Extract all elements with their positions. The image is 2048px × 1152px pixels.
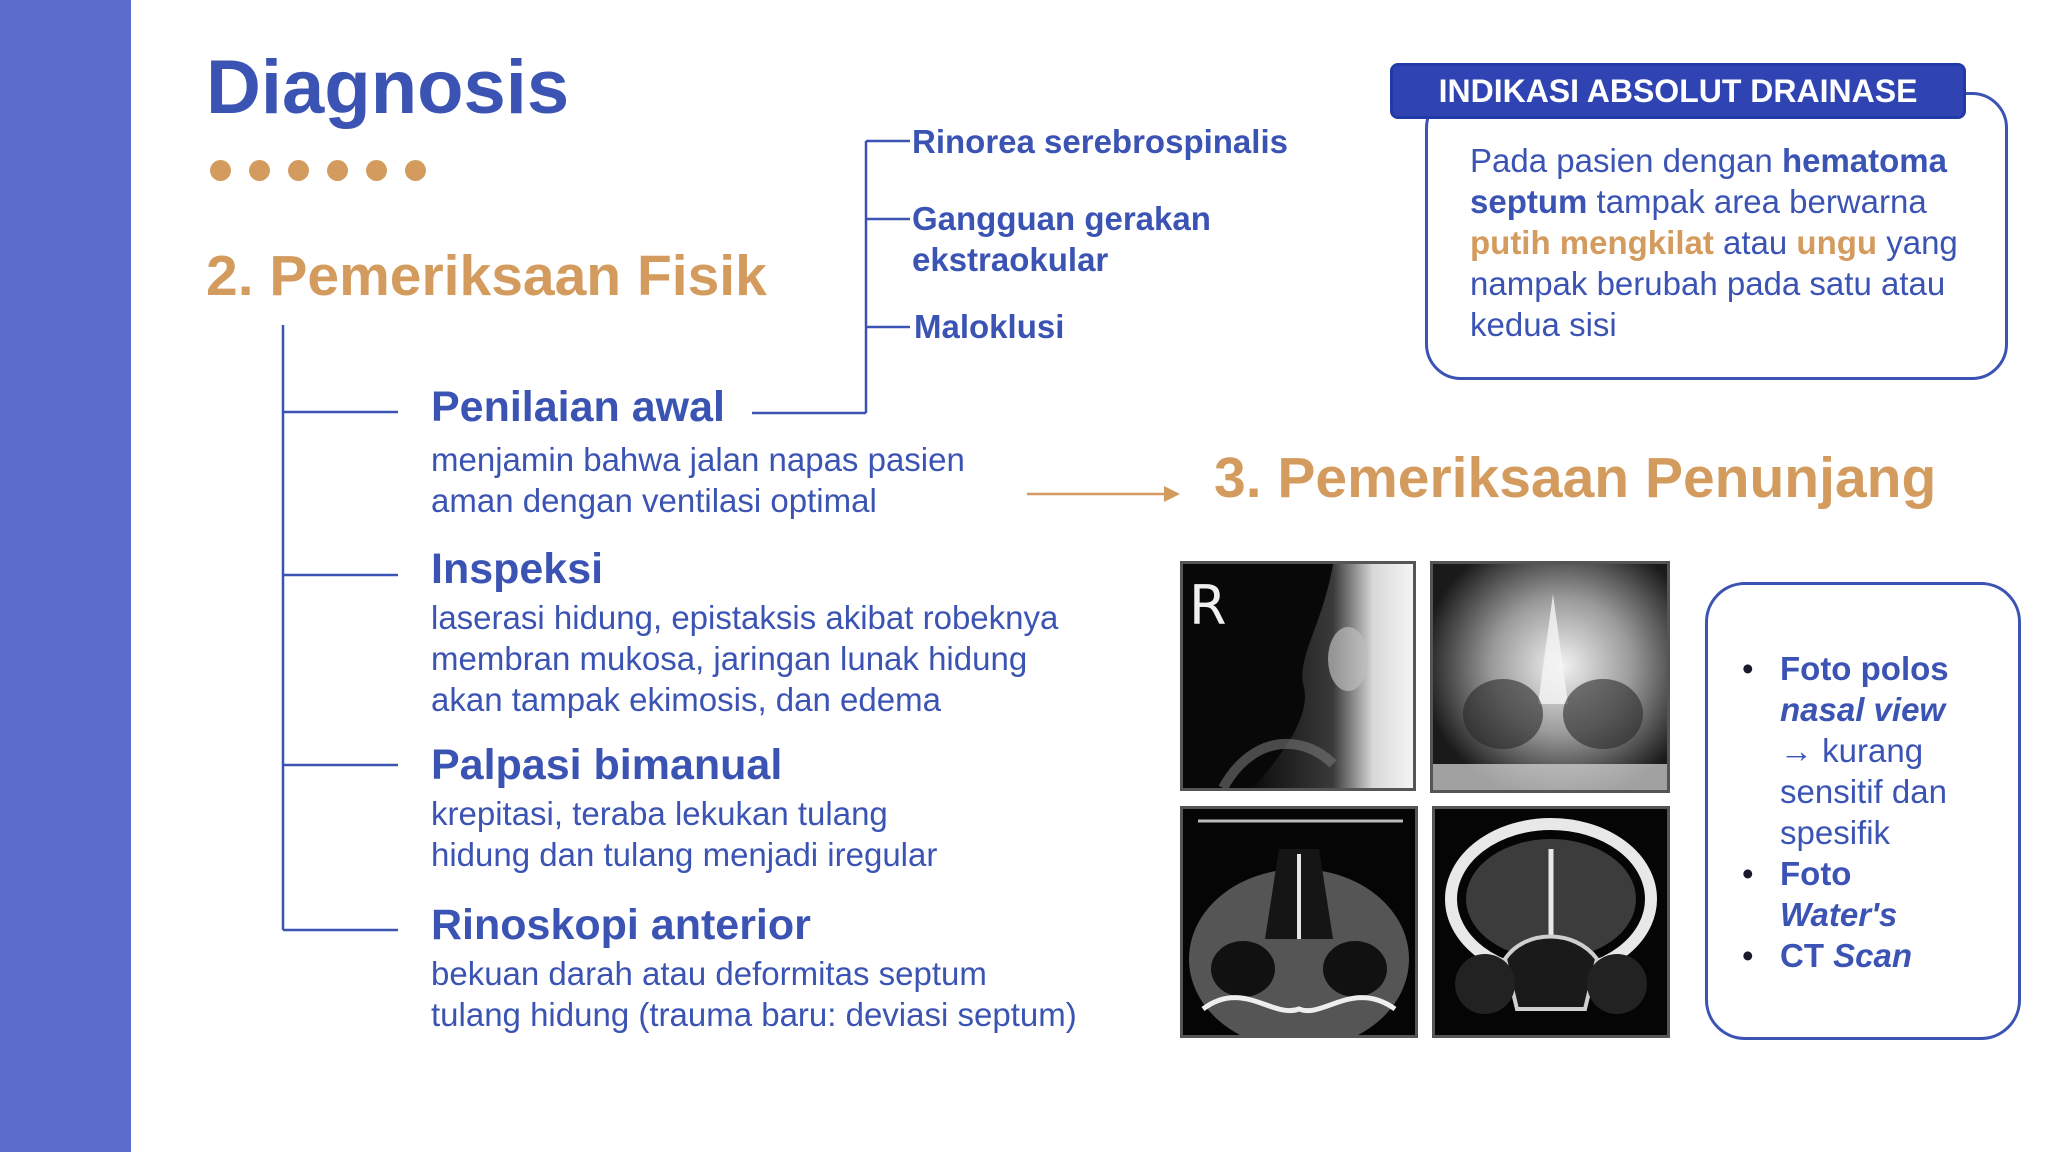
highlight-hematoma: hematoma septum xyxy=(1470,142,1947,220)
item-description-line: hidung dan tulang menjadi iregular xyxy=(431,836,938,874)
item-description-line: menjamin bahwa jalan napas pasien xyxy=(431,441,965,479)
item-inspeksi xyxy=(431,546,1058,720)
section-heading-supporting-exam: 3. Pemeriksaan Penunjang xyxy=(1214,446,1937,510)
text-segment: yang nampak berubah pada satu atau kedua sisi xyxy=(1470,224,1958,343)
xray-lateral-nasal-image xyxy=(1180,561,1416,791)
highlight-ungu: ungu xyxy=(1796,224,1878,261)
item-description-line: krepitasi, teraba lekukan tulang xyxy=(431,795,888,833)
item-description-line: laserasi hidung, epistaksis akibat robeknya xyxy=(431,599,1059,637)
highlight-putih: putih mengkilat xyxy=(1470,224,1714,261)
branch-maloklusi: Maloklusi xyxy=(914,308,1065,345)
item-description-line: membran mukosa, jaringan lunak hidung xyxy=(431,640,1028,678)
xray-marker-r: R xyxy=(1189,574,1227,637)
list-item-italic: nasal view xyxy=(1780,691,1946,728)
list-item-foto-waters xyxy=(1742,853,2012,935)
item-description-line: tulang hidung (trauma baru: deviasi septum) xyxy=(431,996,1077,1034)
list-item-bold: CT xyxy=(1780,937,1824,974)
list-item-italic: Scan xyxy=(1833,937,1913,974)
item-heading: Rinoskopi anterior xyxy=(431,901,811,949)
bullet: • xyxy=(1742,650,1754,687)
imaging-options-list xyxy=(1742,648,2012,976)
item-heading: Penilaian awal xyxy=(431,383,725,431)
item-heading: Inspeksi xyxy=(431,545,604,593)
list-item-text: sensitif dan xyxy=(1780,773,1947,810)
text-segment: Pada pasien dengan xyxy=(1470,142,1782,179)
branch-rinorea: Rinorea serebrospinalis xyxy=(912,123,1288,160)
item-description-line: akan tampak ekimosis, dan edema xyxy=(431,681,941,719)
ct-scan-axial-image xyxy=(1180,806,1418,1038)
list-item-ct-scan xyxy=(1742,935,2012,976)
text-segment: tampak area berwarna xyxy=(1587,183,1927,220)
item-rinoskopi-anterior xyxy=(431,902,1077,1035)
indication-text xyxy=(1470,140,1990,345)
page-title: Diagnosis xyxy=(206,45,570,130)
item-palpasi-bimanual xyxy=(431,742,937,875)
list-item-text: → kurang xyxy=(1780,732,1924,769)
item-heading: Palpasi bimanual xyxy=(431,741,783,789)
arrow-to-section3 xyxy=(1027,486,1180,502)
list-item-italic: Water's xyxy=(1780,896,1898,933)
item-description-line: aman dengan ventilasi optimal xyxy=(431,482,877,520)
bullet: • xyxy=(1742,937,1754,974)
text-segment: atau xyxy=(1713,224,1797,261)
list-item-bold: Foto polos xyxy=(1780,650,1949,687)
item-penilaian-awal xyxy=(431,384,965,521)
branch-gangguan-cont: ekstraokular xyxy=(912,241,1109,278)
branch-gangguan: Gangguan gerakan xyxy=(912,200,1211,237)
section-heading-physical-exam: 2. Pemeriksaan Fisik xyxy=(206,244,767,308)
bullet: • xyxy=(1742,855,1754,892)
item-description-line: bekuan darah atau deformitas septum xyxy=(431,955,987,993)
indication-label: INDIKASI ABSOLUT DRAINASE xyxy=(1390,63,1966,119)
xray-waters-view-image xyxy=(1430,561,1670,793)
list-item-bold: Foto xyxy=(1780,855,1852,892)
list-item-foto-polos xyxy=(1742,648,2012,853)
list-item-text: spesifik xyxy=(1780,814,1891,851)
ct-scan-coronal-image xyxy=(1432,806,1670,1038)
